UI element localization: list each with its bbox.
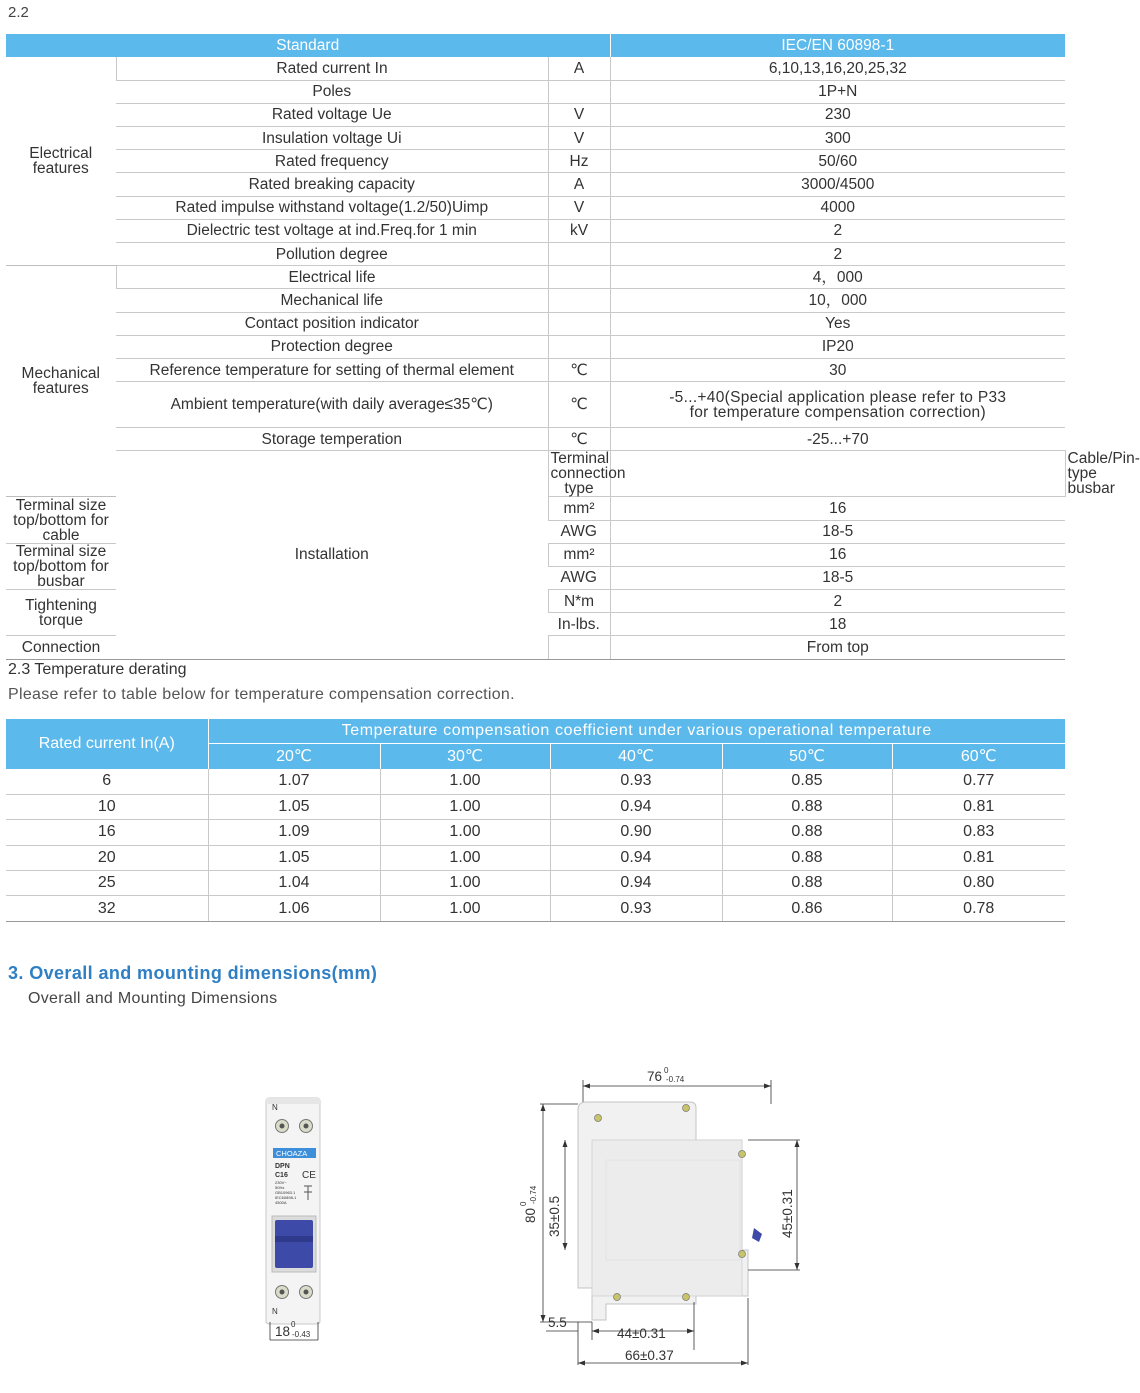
temp-header: 30℃ — [380, 743, 550, 769]
coef-cell: 1.00 — [380, 769, 550, 794]
unit-cell — [548, 335, 610, 358]
unit-cell: N*m — [548, 590, 610, 613]
group-electrical: Electrical features — [6, 57, 116, 266]
spec-table — [6, 34, 1140, 660]
coef-cell: 0.83 — [892, 820, 1065, 845]
value-cell: 2 — [610, 590, 1065, 613]
coef-cell: 0.81 — [892, 794, 1065, 819]
unit-cell: ℃ — [548, 428, 610, 451]
value-cell: 6,10,13,16,20,25,32 — [610, 57, 1065, 80]
coef-cell: 1.09 — [208, 820, 380, 845]
coef-cell: 1.07 — [208, 769, 380, 794]
param-cell: Storage temperation — [116, 428, 548, 451]
group-mechanical: Mechanical features — [6, 266, 116, 497]
param-cell: Reference temperature for setting of thermal element — [116, 358, 548, 381]
table-row — [6, 127, 1065, 150]
unit-cell: A — [548, 57, 610, 80]
dimension-drawing — [0, 1040, 1067, 1380]
coef-cell: 0.93 — [550, 896, 722, 921]
unit-cell — [548, 289, 610, 312]
current-cell: 6 — [6, 769, 208, 794]
breaker-front-view — [266, 1098, 320, 1340]
right-height-dim: 45±0.31 — [780, 1189, 795, 1238]
value-cell: 230 — [610, 103, 1065, 126]
height-sup: 0 — [519, 1201, 528, 1206]
param-cell: Rated frequency — [116, 150, 548, 173]
table-row — [6, 896, 1065, 921]
coef-cell: 0.85 — [722, 769, 892, 794]
current-cell: 20 — [6, 845, 208, 870]
unit-cell: ℃ — [548, 358, 610, 381]
bottom-dim-44: 44±0.31 — [617, 1326, 666, 1341]
table-row — [6, 382, 1065, 428]
table-row — [6, 80, 1065, 103]
table-row — [6, 103, 1065, 126]
coef-cell: 1.05 — [208, 845, 380, 870]
group-installation: Installation — [116, 451, 548, 659]
value-cell: 2 — [610, 243, 1065, 266]
front-width-dim: 18 — [275, 1324, 291, 1339]
coef-cell: 0.88 — [722, 794, 892, 819]
spec-line: GB10963.1 — [275, 1190, 296, 1195]
brand-logo: CHOAZA — [276, 1149, 308, 1158]
coef-cell: 0.86 — [722, 896, 892, 921]
current-cell: 10 — [6, 794, 208, 819]
coef-cell: 1.00 — [380, 845, 550, 870]
section-number: 2.2 — [8, 4, 29, 21]
value-cell: 18 — [610, 613, 1065, 636]
offset-dim: 5.5 — [548, 1315, 567, 1330]
toggle-handle — [275, 1220, 313, 1268]
inner-height-dim-group — [547, 1196, 562, 1237]
table-row — [6, 150, 1065, 173]
rivet-icon — [595, 1115, 602, 1122]
derating-header-coefficient: Temperature compensation coefficient under various operational temperature — [208, 719, 1065, 743]
ce-mark: CE — [302, 1170, 316, 1181]
table-row — [6, 196, 1065, 219]
coef-cell: 0.93 — [550, 769, 722, 794]
unit-cell: AWG — [548, 520, 610, 543]
param-cell: Connection — [6, 636, 116, 659]
current-cell: 16 — [6, 820, 208, 845]
spec-line: IEC60898-1 — [275, 1195, 297, 1200]
value-line: -5...+40(Special application please refer to P33 — [669, 388, 1007, 406]
height-sub: -0.74 — [529, 1185, 538, 1204]
param-cell: Poles — [116, 80, 548, 103]
rivet-icon — [683, 1105, 690, 1112]
coef-cell: 1.06 — [208, 896, 380, 921]
param-cell: Terminal size top/bottom for busbar — [6, 543, 116, 589]
value-cell — [610, 382, 1065, 428]
unit-cell — [610, 451, 1065, 497]
table-row — [6, 173, 1065, 196]
current-cell: 25 — [6, 871, 208, 896]
unit-cell — [548, 312, 610, 335]
table-row — [6, 769, 1065, 794]
spec-header-standard-value: IEC/EN 60898-1 — [610, 34, 1065, 57]
value-cell: 300 — [610, 127, 1065, 150]
table-row — [6, 820, 1065, 845]
model-label: DPN — [275, 1163, 290, 1170]
table-row — [6, 219, 1065, 242]
coef-cell: 1.05 — [208, 794, 380, 819]
value-cell: 10，000 — [610, 289, 1065, 312]
param-cell: Electrical life — [116, 266, 548, 289]
screw-icon — [280, 1124, 285, 1129]
coef-cell: 0.90 — [550, 820, 722, 845]
front-width-sub: -0.43 — [292, 1330, 311, 1339]
param-cell: Protection degree — [116, 335, 548, 358]
value-cell: 30 — [610, 358, 1065, 381]
spec-line: 4500A — [275, 1200, 287, 1205]
table-row — [6, 266, 1065, 289]
param-cell: Rated current In — [116, 57, 548, 80]
temp-header: 20℃ — [208, 743, 380, 769]
unit-cell: V — [548, 103, 610, 126]
coef-cell: 0.80 — [892, 871, 1065, 896]
coef-cell: 0.94 — [550, 845, 722, 870]
param-cell: Rated impulse withstand voltage(1.2/50)Uimp — [116, 196, 548, 219]
table-row — [6, 428, 1065, 451]
table-row — [6, 57, 1065, 80]
right-height-dim-group — [780, 1189, 795, 1238]
param-cell: Contact position indicator — [116, 312, 548, 335]
height-dim-group — [519, 1185, 538, 1223]
bottom-dim-66: 66±0.37 — [625, 1348, 674, 1363]
coef-cell: 0.88 — [722, 820, 892, 845]
dimensions-subtitle: Overall and Mounting Dimensions — [28, 990, 278, 1007]
rivet-icon — [739, 1251, 746, 1258]
unit-cell: mm² — [548, 497, 610, 520]
derating-subtitle: Please refer to table below for temperature compensation correction. — [8, 686, 515, 703]
top-width-sup: 0 — [664, 1066, 669, 1075]
rivet-icon — [614, 1294, 621, 1301]
coef-cell: 1.00 — [380, 820, 550, 845]
toggle-handle-ridge — [275, 1236, 313, 1242]
unit-cell: A — [548, 173, 610, 196]
value-cell: 16 — [610, 543, 1065, 566]
unit-cell — [548, 636, 610, 659]
unit-cell: V — [548, 127, 610, 150]
value-cell: -25...+70 — [610, 428, 1065, 451]
table-row — [6, 871, 1065, 896]
unit-cell: Hz — [548, 150, 610, 173]
spec-header-standard: Standard — [6, 34, 610, 57]
table-row — [6, 358, 1065, 381]
coef-cell: 0.78 — [892, 896, 1065, 921]
screw-icon — [304, 1290, 309, 1295]
unit-cell: In-lbs. — [548, 613, 610, 636]
rating-label: C16 — [275, 1172, 288, 1179]
param-cell: Ambient temperature(with daily average≤35℃) — [116, 382, 548, 428]
unit-cell: V — [548, 196, 610, 219]
spec-line: 230V~ — [275, 1180, 287, 1185]
value-cell: 4，000 — [610, 266, 1065, 289]
table-row — [6, 845, 1065, 870]
param-cell: Insulation voltage Ui — [116, 127, 548, 150]
coef-cell: 0.81 — [892, 845, 1065, 870]
coef-cell: 0.88 — [722, 845, 892, 870]
value-cell: 16 — [610, 497, 1065, 520]
value-line: for temperature compensation correction) — [689, 403, 986, 421]
param-cell: Pollution degree — [116, 243, 548, 266]
screw-icon — [304, 1124, 309, 1129]
value-cell: From top — [610, 636, 1065, 659]
param-cell: Mechanical life — [116, 289, 548, 312]
temp-header: 60℃ — [892, 743, 1065, 769]
unit-cell: ℃ — [548, 382, 610, 428]
table-row — [6, 312, 1065, 335]
spec-line: 50Hz — [275, 1185, 285, 1190]
coef-cell: 1.00 — [380, 896, 550, 921]
value-cell: 1P+N — [610, 80, 1065, 103]
derating-header-row — [6, 719, 1065, 743]
value-cell: 3000/4500 — [610, 173, 1065, 196]
param-cell: Terminal connection type — [548, 451, 610, 497]
height-dim: 80 — [523, 1207, 538, 1223]
screw-icon — [280, 1290, 285, 1295]
unit-cell — [548, 243, 610, 266]
derating-header-current: Rated current In(A) — [6, 719, 208, 769]
value-cell: 4000 — [610, 196, 1065, 219]
coef-cell: 0.94 — [550, 871, 722, 896]
derating-title: 2.3 Temperature derating — [8, 661, 187, 678]
terminal-bottom-label: N — [272, 1307, 278, 1316]
value-cell: 18-5 — [610, 566, 1065, 589]
param-cell: Dielectric test voltage at ind.Freq.for 1 min — [116, 219, 548, 242]
unit-cell: mm² — [548, 543, 610, 566]
param-cell: Tightening torque — [6, 590, 116, 636]
table-row: Installation Terminal connection type Cable/Pin-type busbar — [6, 451, 1065, 497]
unit-cell — [548, 80, 610, 103]
top-width-dim: 76 — [647, 1069, 663, 1084]
param-cell: Terminal size top/bottom for cable — [6, 497, 116, 543]
param-cell: Rated voltage Ue — [116, 103, 548, 126]
front-width-sup: 0 — [291, 1320, 296, 1329]
table-row — [6, 335, 1065, 358]
coef-cell: 1.00 — [380, 794, 550, 819]
param-cell: Rated breaking capacity — [116, 173, 548, 196]
value-cell: Yes — [610, 312, 1065, 335]
temp-header: 40℃ — [550, 743, 722, 769]
side-inner-panel — [592, 1140, 742, 1296]
value-cell: 2 — [610, 219, 1065, 242]
unit-cell: kV — [548, 219, 610, 242]
value-cell: 50/60 — [610, 150, 1065, 173]
current-cell: 32 — [6, 896, 208, 921]
top-width-sub: -0.74 — [666, 1075, 685, 1084]
side-handle-icon — [752, 1228, 762, 1242]
spec-header-row — [6, 34, 1065, 57]
derating-table — [6, 719, 1065, 922]
rivet-icon — [683, 1294, 690, 1301]
coef-cell: 0.77 — [892, 769, 1065, 794]
coef-cell: 0.94 — [550, 794, 722, 819]
inner-height-dim: 35±0.5 — [547, 1195, 562, 1237]
table-row — [6, 794, 1065, 819]
unit-cell: AWG — [548, 566, 610, 589]
terminal-top-label: N — [272, 1103, 278, 1112]
coef-cell: 1.00 — [380, 871, 550, 896]
value-cell: IP20 — [610, 335, 1065, 358]
temp-header: 50℃ — [722, 743, 892, 769]
dimensions-title: 3. Overall and mounting dimensions(mm) — [8, 963, 378, 983]
coef-cell: 0.88 — [722, 871, 892, 896]
rivet-icon — [739, 1151, 746, 1158]
coef-cell: 1.04 — [208, 871, 380, 896]
value-cell: 18-5 — [610, 520, 1065, 543]
table-row — [6, 289, 1065, 312]
table-row — [6, 243, 1065, 266]
breaker-side-view — [519, 1066, 800, 1366]
unit-cell — [548, 266, 610, 289]
